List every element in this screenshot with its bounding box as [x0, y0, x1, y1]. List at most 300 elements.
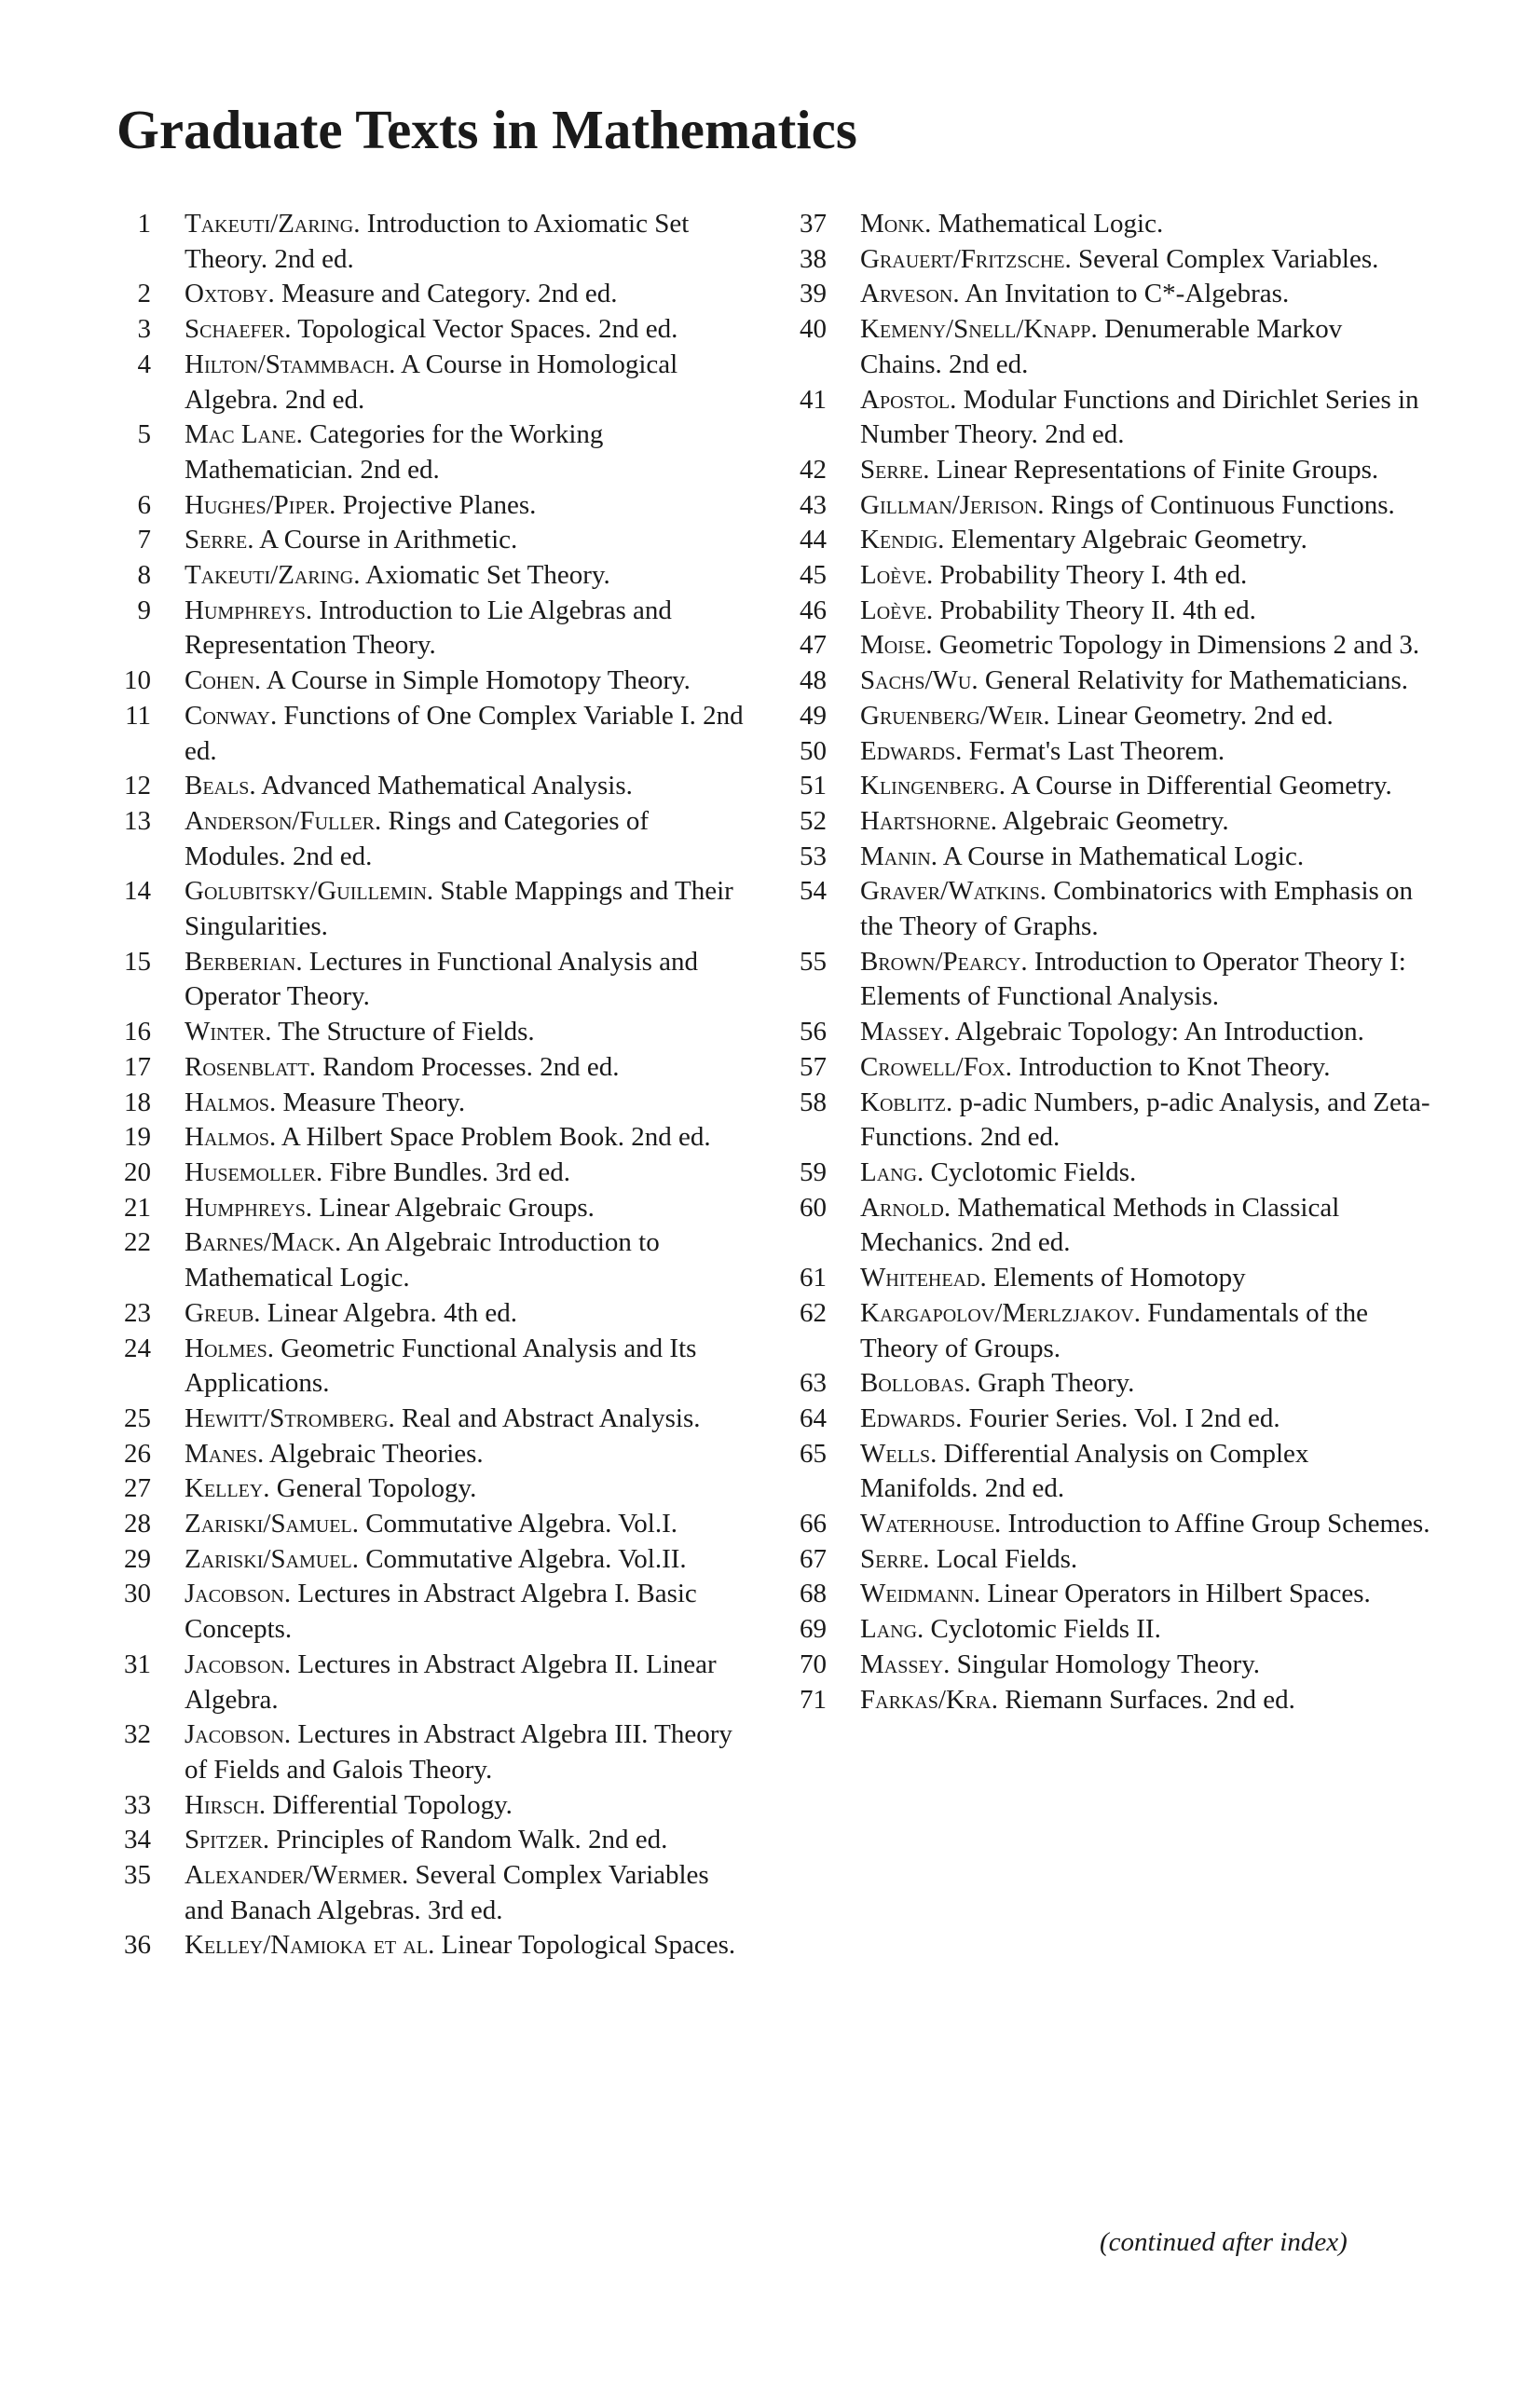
entry-author: Mac Lane — [185, 419, 296, 450]
entry-author: Humphreys — [185, 595, 306, 625]
entry-title: A Course in Arithmetic. — [259, 525, 518, 555]
series-entry — [787, 874, 1430, 944]
entry-separator: . — [308, 1051, 323, 1082]
entry-title: Fourier Series. Vol. I 2nd ed. — [968, 1402, 1280, 1433]
series-entry — [112, 769, 746, 804]
entry-author: Massey — [860, 1017, 944, 1047]
entry-title: Several Complex Variables. — [1077, 243, 1379, 274]
series-entry — [787, 594, 1430, 629]
entry-separator: . — [991, 1684, 1006, 1715]
series-entry — [787, 312, 1430, 382]
series-entry — [112, 1717, 746, 1787]
entry-number: 16 — [124, 1017, 151, 1047]
series-entry — [787, 558, 1430, 594]
entry-title: Stable Mappings and Their Singularities. — [185, 876, 733, 942]
entry-title: Principles of Random Walk. 2nd ed. — [276, 1825, 668, 1855]
entry-separator: . — [402, 1860, 416, 1891]
entry-author: Serre — [185, 525, 248, 555]
entry-separator: . — [998, 771, 1011, 801]
series-entry — [787, 1191, 1430, 1261]
series-entry — [787, 1366, 1430, 1402]
series-entry — [787, 1542, 1430, 1578]
entry-number: 71 — [800, 1684, 827, 1715]
entry-number: 36 — [124, 1930, 151, 1961]
entry-separator: . — [1043, 700, 1057, 731]
entry-author: Graver/Watkins — [860, 876, 1040, 907]
series-entry — [787, 1261, 1430, 1296]
entry-author: Jacobson — [185, 1649, 284, 1679]
entry-title: Fibre Bundles. 3rd ed. — [329, 1156, 571, 1187]
entry-separator: . — [388, 1402, 402, 1433]
entry-number: 54 — [800, 876, 827, 907]
entry-author: Halmos — [185, 1087, 269, 1117]
series-entry — [112, 488, 746, 524]
entry-author: Kendig — [860, 525, 938, 555]
entry-separator: . — [253, 1297, 267, 1328]
entry-number: 50 — [800, 735, 827, 766]
series-entry — [112, 874, 746, 944]
series-entry — [112, 523, 746, 558]
entry-number: 25 — [124, 1402, 151, 1433]
series-entry — [787, 523, 1430, 558]
entry-author: Crowell/Fox — [860, 1051, 1006, 1082]
entry-author: Loève — [860, 560, 927, 591]
entry-title: Graph Theory. — [978, 1368, 1135, 1399]
entry-author: Winter — [185, 1017, 266, 1047]
entry-separator: . — [930, 1438, 944, 1469]
series-entry — [112, 1225, 746, 1295]
entry-title: A Course in Simple Homotopy Theory. — [266, 665, 691, 696]
entry-author: Husemoller — [185, 1156, 316, 1187]
entry-number: 14 — [124, 876, 151, 907]
entry-title: Geometric Topology in Dimensions 2 and 3. — [938, 630, 1420, 661]
entry-title: Modular Functions and Dirichlet Series in Number Theory. 2nd ed. — [860, 384, 1419, 450]
entry-author: Zariski/Samuel — [185, 1543, 352, 1574]
entry-author: Cohen — [185, 665, 254, 696]
series-entry — [787, 1577, 1430, 1612]
entry-separator: . — [305, 595, 320, 625]
entry-title: Mathematical Logic. — [937, 209, 1164, 239]
entry-author: Arnold — [860, 1192, 944, 1223]
entry-number: 6 — [137, 489, 151, 520]
entry-title: Introduction to Knot Theory. — [1019, 1051, 1331, 1082]
entry-author: Alexander/Wermer — [185, 1860, 403, 1891]
series-entry — [787, 1507, 1430, 1542]
entry-number: 42 — [800, 454, 827, 485]
entry-number: 62 — [800, 1297, 827, 1328]
series-entry — [787, 628, 1430, 664]
entry-separator: . — [950, 384, 964, 415]
entry-number: 64 — [800, 1402, 827, 1433]
entry-title: Cyclotomic Fields II. — [930, 1614, 1161, 1645]
entry-title: Mathematical Methods in Classical Mechanics. 2nd ed. — [860, 1192, 1340, 1258]
entry-separator: . — [353, 209, 367, 239]
entry-title: Functions of One Complex Variable I. 2nd ed. — [185, 700, 744, 766]
entry-separator: . — [389, 349, 402, 379]
series-entry — [787, 699, 1430, 734]
series-entry — [787, 840, 1430, 875]
entry-separator: . — [267, 1333, 281, 1363]
entry-number: 29 — [124, 1543, 151, 1574]
entry-title: Probability Theory I. 4th ed. — [939, 560, 1248, 591]
series-entry — [787, 1296, 1430, 1366]
entry-number: 40 — [800, 314, 827, 345]
entry-title: A Course in Mathematical Logic. — [942, 841, 1305, 871]
entry-separator: . — [1090, 314, 1104, 345]
entry-author: Apostol — [860, 384, 951, 415]
entry-title: Differential Topology. — [272, 1789, 513, 1820]
entry-title: Categories for the Working Mathematician. 2nd ed. — [185, 419, 604, 485]
series-entry — [112, 1928, 746, 1963]
entry-author: Farkas/Kra — [860, 1684, 992, 1715]
entry-author: Serre — [860, 454, 924, 485]
entry-number: 11 — [125, 700, 151, 731]
entry-number: 12 — [124, 771, 151, 801]
entry-author: Jacobson — [185, 1579, 284, 1609]
entry-author: Conway — [185, 700, 270, 731]
entry-separator: . — [930, 841, 943, 871]
entry-author: Takeuti/Zaring — [185, 560, 354, 591]
entry-number: 68 — [800, 1579, 827, 1609]
entry-title: Elements of Homotopy — [992, 1263, 1246, 1293]
series-entry — [787, 1648, 1430, 1683]
entry-author: Serre — [860, 1543, 924, 1574]
entry-title: General Relativity for Mathematicians. — [984, 665, 1409, 696]
entry-title: A Course in Homological Algebra. 2nd ed. — [185, 349, 678, 415]
entry-author: Hughes/Piper — [185, 489, 330, 520]
series-entry — [112, 1858, 746, 1928]
entry-separator: . — [1020, 946, 1034, 977]
series-entry — [787, 1050, 1430, 1086]
entry-author: Humphreys — [185, 1192, 306, 1223]
entry-author: Rosenblatt — [185, 1051, 309, 1082]
entry-title: Riemann Surfaces. 2nd ed. — [1005, 1684, 1295, 1715]
series-entry — [112, 1823, 746, 1858]
entry-title: The Structure of Fields. — [278, 1017, 535, 1047]
series-entry — [112, 1788, 746, 1824]
entry-number: 69 — [800, 1614, 827, 1645]
series-entry — [112, 804, 746, 874]
entry-separator: . — [329, 489, 343, 520]
entry-title: Lectures in Abstract Algebra I. Basic Concepts. — [185, 1579, 697, 1645]
entry-number: 70 — [800, 1649, 827, 1679]
entry-author: Monk — [860, 209, 925, 239]
series-entry — [112, 1191, 746, 1226]
entry-number: 49 — [800, 700, 827, 731]
entry-title: Fundamentals of the Theory of Groups. — [860, 1297, 1368, 1363]
series-entry — [787, 383, 1430, 453]
entry-separator: . — [262, 1825, 277, 1855]
entry-author: Kemeny/Snell/Knapp — [860, 314, 1091, 345]
series-entry — [112, 1015, 746, 1050]
entry-number: 10 — [124, 665, 151, 696]
entry-author: Halmos — [185, 1122, 269, 1153]
entry-number: 3 — [137, 314, 151, 345]
series-entry — [787, 664, 1430, 699]
entry-number: 32 — [124, 1719, 151, 1750]
entry-separator: . — [284, 314, 298, 345]
series-entry — [787, 945, 1430, 1015]
series-entry — [787, 734, 1430, 770]
entry-author: Moise — [860, 630, 926, 661]
entry-number: 35 — [124, 1860, 151, 1891]
entry-title: Rings and Categories of Modules. 2nd ed. — [185, 805, 649, 871]
entry-title: Introduction to Axiomatic Set Theory. 2nd ed. — [185, 209, 690, 274]
series-entry — [787, 804, 1430, 840]
entry-separator: . — [257, 1438, 269, 1469]
entry-title: Introduction to Lie Algebras and Representation Theory. — [185, 595, 672, 661]
entry-separator: . — [971, 665, 985, 696]
entry-separator: . — [295, 419, 310, 450]
entry-separator: . — [258, 1789, 273, 1820]
entry-separator: . — [351, 1509, 366, 1539]
entry-title: A Course in Differential Geometry. — [1010, 771, 1392, 801]
entry-separator: . — [283, 1719, 298, 1750]
entry-number: 47 — [800, 630, 827, 661]
entry-title: Denumerable Markov Chains. 2nd ed. — [860, 314, 1343, 379]
entry-separator: . — [315, 1156, 330, 1187]
series-entry — [787, 207, 1430, 242]
entry-separator: . — [943, 1017, 956, 1047]
entry-title: Linear Algebra. 4th ed. — [267, 1297, 517, 1328]
entry-title: Introduction to Affine Group Schemes. — [1007, 1509, 1430, 1539]
entry-author: Berberian — [185, 946, 296, 977]
entry-title: Fermat's Last Theorem. — [968, 735, 1225, 766]
entry-separator: . — [923, 1543, 937, 1574]
entry-title: Lectures in Functional Analysis and Operator Theory. — [185, 946, 699, 1012]
entry-author: Koblitz — [860, 1087, 947, 1117]
entry-author: Klingenberg — [860, 771, 999, 801]
entry-title: Advanced Mathematical Analysis. — [261, 771, 633, 801]
entry-author: Kelley — [185, 1473, 264, 1504]
entry-number: 37 — [800, 209, 827, 239]
entry-author: Hartshorne — [860, 805, 991, 836]
entry-number: 38 — [800, 243, 827, 274]
page-title: Graduate Texts in Mathematics — [116, 99, 857, 160]
entry-number: 24 — [124, 1333, 151, 1363]
entry-title: Linear Algebraic Groups. — [319, 1192, 595, 1223]
entry-number: 19 — [124, 1122, 151, 1153]
entry-separator: . — [943, 1649, 957, 1679]
series-entry — [787, 1612, 1430, 1648]
entry-author: Brown/Pearcy — [860, 946, 1021, 977]
entry-author: Whitehead — [860, 1263, 980, 1293]
entry-author: Hilton/Stammbach — [185, 349, 390, 379]
entry-author: Golubitsky/Guillemin — [185, 876, 427, 907]
entry-number: 65 — [800, 1438, 827, 1469]
entry-number: 26 — [124, 1438, 151, 1469]
series-entry — [112, 1296, 746, 1332]
entry-number: 13 — [124, 805, 151, 836]
entry-separator: . — [943, 1192, 958, 1223]
series-entry — [112, 1648, 746, 1717]
left-column — [112, 207, 746, 1963]
entry-number: 41 — [800, 384, 827, 415]
entry-number: 8 — [137, 560, 151, 591]
entry-number: 67 — [800, 1543, 827, 1574]
series-entry — [112, 1542, 746, 1578]
series-entry — [787, 1156, 1430, 1191]
entry-title: Algebraic Topology: An Introduction. — [955, 1017, 1364, 1047]
entry-number: 63 — [800, 1368, 827, 1399]
entry-separator: . — [1133, 1297, 1148, 1328]
entry-number: 55 — [800, 946, 827, 977]
entry-title: Lectures in Abstract Algebra II. Linear Algebra. — [185, 1649, 717, 1715]
entry-number: 28 — [124, 1509, 151, 1539]
entry-number: 27 — [124, 1473, 151, 1504]
entry-author: Bollobas — [860, 1368, 965, 1399]
entry-title: Singular Homology Theory. — [956, 1649, 1261, 1679]
entry-separator: . — [305, 1192, 320, 1223]
entry-author: Edwards — [860, 735, 956, 766]
entry-separator: . — [351, 1543, 366, 1574]
entry-separator: . — [334, 1227, 347, 1258]
series-entry — [787, 453, 1430, 488]
entry-number: 66 — [800, 1509, 827, 1539]
entry-separator: . — [917, 1156, 931, 1187]
entry-title: Algebraic Geometry. — [1002, 805, 1229, 836]
entry-title: Introduction to Operator Theory I: Elements of Functional Analysis. — [860, 946, 1406, 1012]
entry-number: 45 — [800, 560, 827, 591]
series-entry — [112, 1120, 746, 1156]
entry-number: 22 — [124, 1227, 151, 1258]
series-entry — [112, 1507, 746, 1542]
entry-separator: . — [375, 805, 389, 836]
entry-number: 31 — [124, 1649, 151, 1679]
entry-number: 53 — [800, 841, 827, 871]
entry-separator: . — [979, 1263, 993, 1293]
entry-title: Geometric Functional Analysis and Its Applications. — [185, 1333, 697, 1399]
series-entry — [112, 207, 746, 277]
entry-separator: . — [990, 805, 1003, 836]
series-entry — [112, 1086, 746, 1121]
entry-title: Algebraic Theories. — [268, 1438, 484, 1469]
entry-author: Spitzer — [185, 1825, 263, 1855]
entry-title: Topological Vector Spaces. 2nd ed. — [297, 314, 678, 345]
series-entry — [112, 348, 746, 417]
entry-separator: . — [253, 665, 267, 696]
series-entry — [112, 417, 746, 487]
entry-number: 51 — [800, 771, 827, 801]
entry-separator: . — [426, 876, 441, 907]
series-entry — [112, 1402, 746, 1437]
series-entry — [787, 769, 1430, 804]
series-entry — [112, 1471, 746, 1507]
entry-title: Differential Analysis on Complex Manifolds. 2nd ed. — [860, 1438, 1309, 1504]
entry-number: 43 — [800, 489, 827, 520]
entry-separator: . — [249, 771, 262, 801]
entry-number: 48 — [800, 665, 827, 696]
entry-title: A Hilbert Space Problem Book. 2nd ed. — [281, 1122, 711, 1153]
entry-separator: . — [955, 735, 969, 766]
entry-separator: . — [265, 1017, 279, 1047]
entry-title: Axiomatic Set Theory. — [365, 560, 610, 591]
entry-number: 56 — [800, 1017, 827, 1047]
entry-number: 18 — [124, 1087, 151, 1117]
entry-number: 17 — [124, 1051, 151, 1082]
entry-author: Kelley/Namioka et al — [185, 1930, 429, 1961]
entry-separator: . — [1039, 876, 1054, 907]
entry-number: 2 — [137, 279, 151, 309]
entry-author: Waterhouse — [860, 1509, 995, 1539]
entry-author: Beals — [185, 771, 250, 801]
series-entry — [112, 312, 746, 348]
series-entry — [112, 558, 746, 594]
entry-separator: . — [353, 560, 366, 591]
entry-number: 58 — [800, 1087, 827, 1117]
entry-number: 46 — [800, 595, 827, 625]
entry-title: Several Complex Variables and Banach Algebras. 3rd ed. — [185, 1860, 709, 1925]
entry-title: An Invitation to C*-Algebras. — [965, 279, 1290, 309]
entry-separator: . — [1037, 489, 1051, 520]
entry-author: Gruenberg/Weir — [860, 700, 1044, 731]
series-entry — [112, 594, 746, 664]
entry-author: Schaefer — [185, 314, 285, 345]
entry-separator: . — [964, 1368, 978, 1399]
entry-title: Linear Topological Spaces. — [441, 1930, 736, 1961]
entry-author: Manes — [185, 1438, 258, 1469]
entry-title: Local Fields. — [936, 1543, 1078, 1574]
series-entry — [112, 1437, 746, 1472]
entry-number: 39 — [800, 279, 827, 309]
entry-title: Measure Theory. — [282, 1087, 466, 1117]
entry-separator: . — [428, 1930, 442, 1961]
series-entry — [112, 1577, 746, 1647]
entry-number: 30 — [124, 1579, 151, 1609]
entry-author: Oxtoby — [185, 279, 268, 309]
entry-title: Elementary Algebraic Geometry. — [951, 525, 1307, 555]
entry-number: 1 — [137, 209, 151, 239]
entry-number: 5 — [137, 419, 151, 450]
continued-note: (continued after index) — [1100, 2227, 1348, 2257]
entry-separator: . — [247, 525, 260, 555]
entry-separator: . — [973, 1579, 988, 1609]
entry-number: 33 — [124, 1789, 151, 1820]
entry-title: General Topology. — [276, 1473, 477, 1504]
entry-author: Lang — [860, 1614, 918, 1645]
entry-separator: . — [926, 560, 940, 591]
entry-title: Cyclotomic Fields. — [930, 1156, 1137, 1187]
entry-separator: . — [946, 1087, 960, 1117]
entry-author: Sachs/Wu — [860, 665, 972, 696]
entry-author: Massey — [860, 1649, 944, 1679]
entry-separator: . — [295, 946, 309, 977]
entry-separator: . — [925, 630, 939, 661]
series-entry — [112, 1332, 746, 1402]
entry-separator: . — [283, 1579, 298, 1609]
series-entry — [787, 488, 1430, 524]
entry-author: Weidmann — [860, 1579, 974, 1609]
entry-author: Barnes/Mack — [185, 1227, 335, 1258]
entry-title: Random Processes. 2nd ed. — [322, 1051, 620, 1082]
entry-title: An Algebraic Introduction to Mathematical Logic. — [185, 1227, 660, 1293]
entry-title: p-adic Numbers, p-adic Analysis, and Zeta-Functions. 2nd ed. — [860, 1087, 1430, 1153]
series-entry — [112, 1156, 746, 1191]
entry-author: Kargapolov/Merlzjakov — [860, 1297, 1134, 1328]
entry-separator: . — [1064, 243, 1078, 274]
entry-author: Wells — [860, 1438, 931, 1469]
entry-author: Grauert/Fritzsche — [860, 243, 1065, 274]
series-entry — [787, 1086, 1430, 1156]
entry-number: 15 — [124, 946, 151, 977]
series-entry — [112, 1050, 746, 1086]
entry-title: Linear Operators in Hilbert Spaces. — [987, 1579, 1371, 1609]
right-column — [787, 207, 1430, 1717]
series-entry — [787, 1402, 1430, 1437]
entry-number: 61 — [800, 1263, 827, 1293]
entry-author: Arveson — [860, 279, 953, 309]
entry-author: Zariski/Samuel — [185, 1509, 352, 1539]
